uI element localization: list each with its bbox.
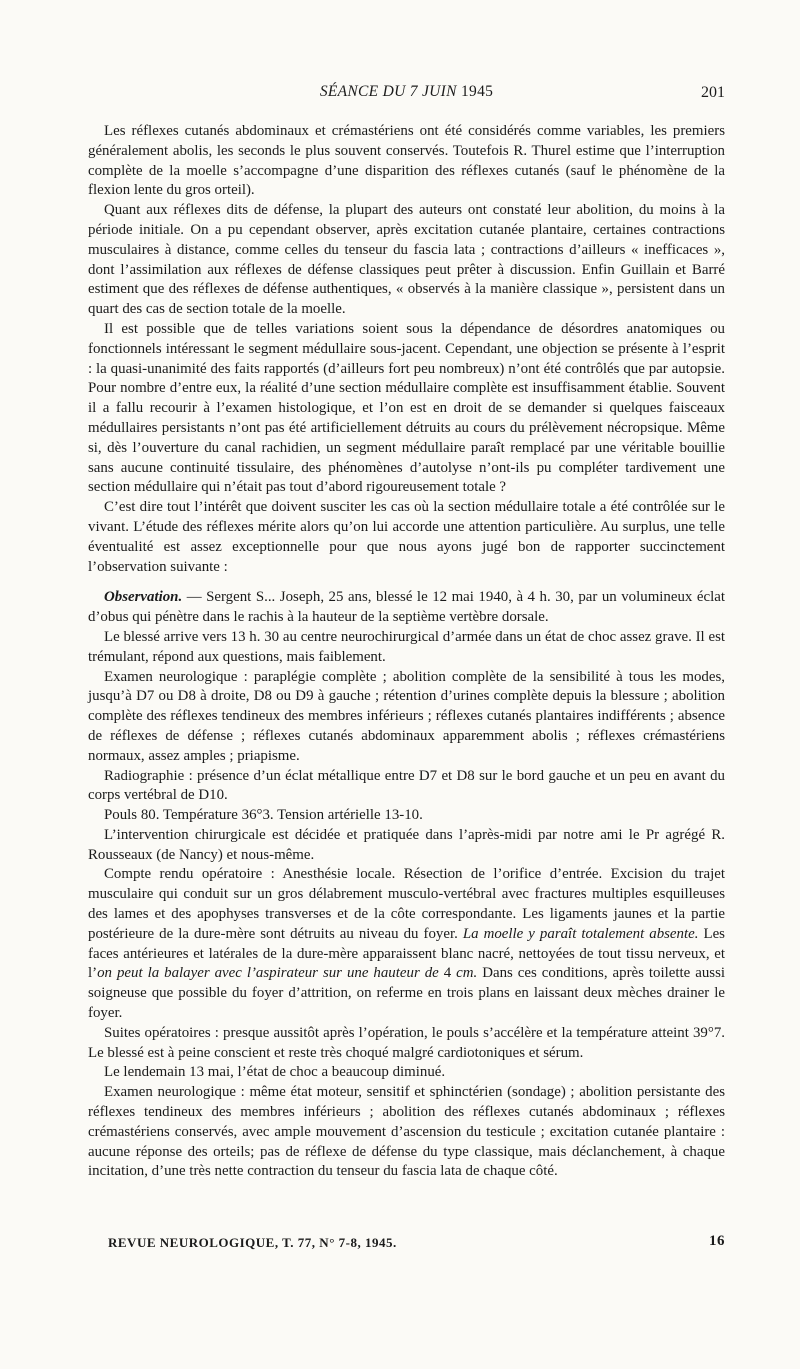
journal-reference: REVUE NEUROLOGIQUE, T. 77, N° 7-8, 1945.	[108, 1235, 397, 1250]
compte-rendu-part-a: Compte rendu opératoire : Anesthésie locale. Résection de l’orifice d’entrée. Excision du trajet musculaire qui conduit sur un gros délabrement musculo-vertébral avec fractures multiples esquilleuses des lames et des apophyses transverses et de la côte correspondante. Les ligaments jaunes et la partie postérieure de la dure-mère sont détruits au niveau du foyer.	[88, 866, 725, 942]
compte-rendu-italic-1: La moelle y paraît totalement absente.	[462, 925, 699, 942]
page-number: 201	[701, 84, 725, 101]
running-head-year: 1945	[460, 83, 494, 100]
page-header	[88, 83, 725, 107]
paragraph-arrivee: Le blessé arrive vers 13 h. 30 au centre neurochirurgical d’armée dans un état de choc assez grave. Il est trémulant, répond aux questions, mais faiblement.	[88, 628, 725, 665]
running-head	[88, 83, 725, 101]
running-head-title: SÉANCE DU 7 JUIN	[319, 83, 457, 100]
paragraph-suites-operatoires: Suites opératoires : presque aussitôt après l’opération, le pouls s’accélère et la température atteint 39°7. Le blessé est à peine conscient et reste très choqué malgré cardiotoniques et sérum.	[88, 1024, 725, 1061]
compte-rendu-italic-3: cm.	[456, 965, 478, 982]
paragraph-examen-neurologique: Examen neurologique : paraplégie complète ; abolition complète de la sensibilité à tous les modes, jusqu’à D7 ou D8 à droite, D8 ou D9 à gauche ; rétention d’urines complète depuis la blessure ; abolition complète des réflexes tendineux des membres inférieurs ; réflexes cutanés plantaires indifférents ; absence de réflexes de défense ; réflexes cutanés abdominaux apparemment abolis ; réflexes crémastériens normaux, assez amples ; priapisme.	[88, 668, 725, 764]
observation-label: Observation.	[104, 589, 183, 606]
paragraph-lendemain: Le lendemain 13 mai, l’état de choc a beaucoup diminué.	[104, 1064, 446, 1081]
paragraph-examen-neurologique-2: Examen neurologique : même état moteur, sensitif et sphinctérien (sondage) ; abolition persistante des réflexes tendineux des membres inférieurs ; abolition des réflexes cutanés abdominaux ; réflexes crémastériens conservés, avec ample mouvement d’ascension du testicule ; excitation cutanée plantaire : aucune réponse des orteils; pas de réflexe de défense du type classique, mais déclanchement, à chaque incitation, d’une très nette contraction du tenseur du fascia lata de chaque côté.	[88, 1084, 725, 1180]
paragraph-observation	[88, 588, 725, 628]
paragraph-intervention: L’intervention chirurgicale est décidée et pratiquée dans l’après-midi par notre ami le Pr agrégé R. Rousseaux (de Nancy) et nous-même.	[88, 826, 725, 863]
paragraph-reflexes-cutanes: Les réflexes cutanés abdominaux et crémastériens ont été considérés comme variables, les premiers généralement abolis, les seconds le plus souvent conservés. Toutefois R. Thurel estime que l’interruption complète de la moelle s’accompagne d’une disparition des réflexes cutanés (sauf le phénomène de la flexion lente du gros orteil).	[88, 123, 725, 199]
printer-signature: 16	[709, 1233, 725, 1249]
compte-rendu-part-b: Les faces antérieures et latérales de la dure-mère apparaissent blanc nacré, nettoyées de tout tissu nerveux, et l’	[88, 925, 725, 982]
compte-rendu-italic-2: on peut la balayer avec l’aspirateur sur une hauteur de	[97, 965, 439, 982]
paragraph-radiographie: Radiographie : présence d’un éclat métallique entre D7 et D8 sur le bord gauche et un peu en avant du corps vertébral de D10.	[88, 767, 725, 804]
paragraph-reflexes-defense: Quant aux réflexes dits de défense, la plupart des auteurs ont constaté leur abolition, du moins à la période initiale. On a pu cependant observer, après excitation cutanée plantaire, certaines contractions musculaires à distance, comme celles du tenseur du fascia lata ; contractions d’ailleurs « inefficaces », dont l’assimilation aux réflexes de défense classiques peut prêter à discussion. Enfin Guillain et Barré estiment que des réflexes de défense authentiques, « observés à la manière classique », persistent dans un quart des cas de section totale de la moelle.	[88, 202, 725, 318]
paragraph-compte-rendu	[88, 865, 725, 1023]
body-text	[88, 122, 725, 1182]
compte-rendu-part-d: Dans ces conditions, après toilette aussi soigneuse que possible du foyer d’attrition, on referme en trois plans en laissant deux mèches drainer le foyer.	[88, 965, 725, 1022]
paragraph-pouls: Pouls 80. Température 36°3. Tension artérielle 13-10.	[104, 807, 423, 824]
observation-text: — Sergent S... Joseph, 25 ans, blessé le 12 mai 1940, à 4 h. 30, par un volumineux éclat d’obus qui pénètre dans le rachis à la hauteur de la septième vertèbre dorsale.	[88, 589, 725, 626]
paragraph-variations: Il est possible que de telles variations soient sous la dépendance de désordres anatomiques ou fonctionnels intéressant le segment médullaire sous-jacent. Cependant, une objection se présente à l’esprit : la quasi-unanimité des faits rapportés (d’ailleurs fort peu nombreux) n’ont été contrôlés que par autopsie. Pour nombre d’entre eux, la réalité d’une section médullaire complète est insuffisamment établie. Souvent il a fallu recourir à l’examen histologique, et l’on est en droit de se demander si quelques faisceaux médullaires persistants n’ont pas été artificiellement détruits au cours du prélèvement nécropsique. Même si, dès l’ouverture du canal rachidien, un segment médullaire paraît remplacé par une véritable bouillie sans aucune continuité tissulaire, des phénomènes d’autolyse n’ont-ils pu compléter tardivement une section médullaire qui n’était pas tout d’abord rigoureusement totale ?	[88, 320, 725, 496]
paragraph-interet: C’est dire tout l’intérêt que doivent susciter les cas où la section médullaire totale a été contrôlée sur le vivant. L’étude des réflexes mérite alors qu’on lui accorde une attention particulière. Au surplus, une telle éventualité est assez exceptionnelle pour que nous ayons jugé bon de rapporter succinctement l’observation suivante :	[88, 499, 725, 575]
compte-rendu-part-c: 4	[438, 965, 457, 982]
